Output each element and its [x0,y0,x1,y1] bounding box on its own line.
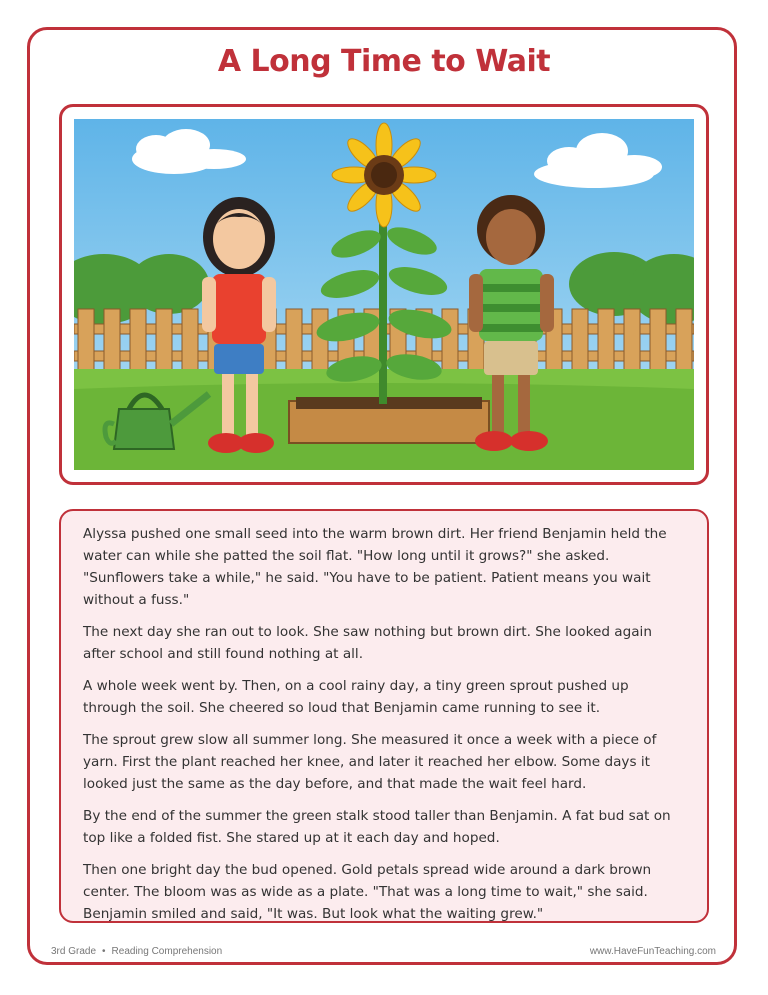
story-paragraph-6: Then one bright day the bud opened. Gold petals spread wide around a dark brown center. The bloom was as wide as a plate. "That was a long time to wait," she said. Benjamin smiled and said, "It was. But look what the waiting grew." [83,862,652,922]
story-paragraph-4: The sprout grew slow all summer long. She measured it once a week with a piece of yarn. First the plant reached her knee, and later it reached her elbow. Some days it looked just the same as the day before, and that made the wait feel hard. [83,732,657,792]
story-paragraph-5: By the end of the summer the green stalk stood taller than Benjamin. A fat bud sat on top like a folded fist. She stared up at it each day and hoped. [83,808,671,846]
footer-website: www.HaveFunTeaching.com [589,946,716,957]
sunflower-illustration [74,119,694,470]
story-text-box [59,509,709,923]
footer-grade: 3rd Grade [51,946,97,957]
illustration-frame [59,104,709,485]
story-paragraph-3: A whole week went by. Then, on a cool rainy day, a tiny green sprout pushed up through the soil. She cheered so loud that Benjamin came running to see it. [83,678,629,716]
planter-box [289,397,489,443]
story-paragraph-2: The next day she ran out to look. She saw nothing but brown dirt. She looked again after school and still found nothing at all. [83,624,652,662]
footer-subject: Reading Comprehension [111,946,223,957]
footer-grade-subject [51,946,222,957]
worksheet-title: A Long Time to Wait [217,44,551,79]
footer-separator: • [102,946,106,957]
story-paragraph-1: Alyssa pushed one small seed into the warm brown dirt. Her friend Benjamin held the water can while she patted the soil flat. "How long until it grows?" she asked. "Sunflowers take a while," he said. "You have to be patient. Patient means you wait without a fuss." [83,526,667,608]
